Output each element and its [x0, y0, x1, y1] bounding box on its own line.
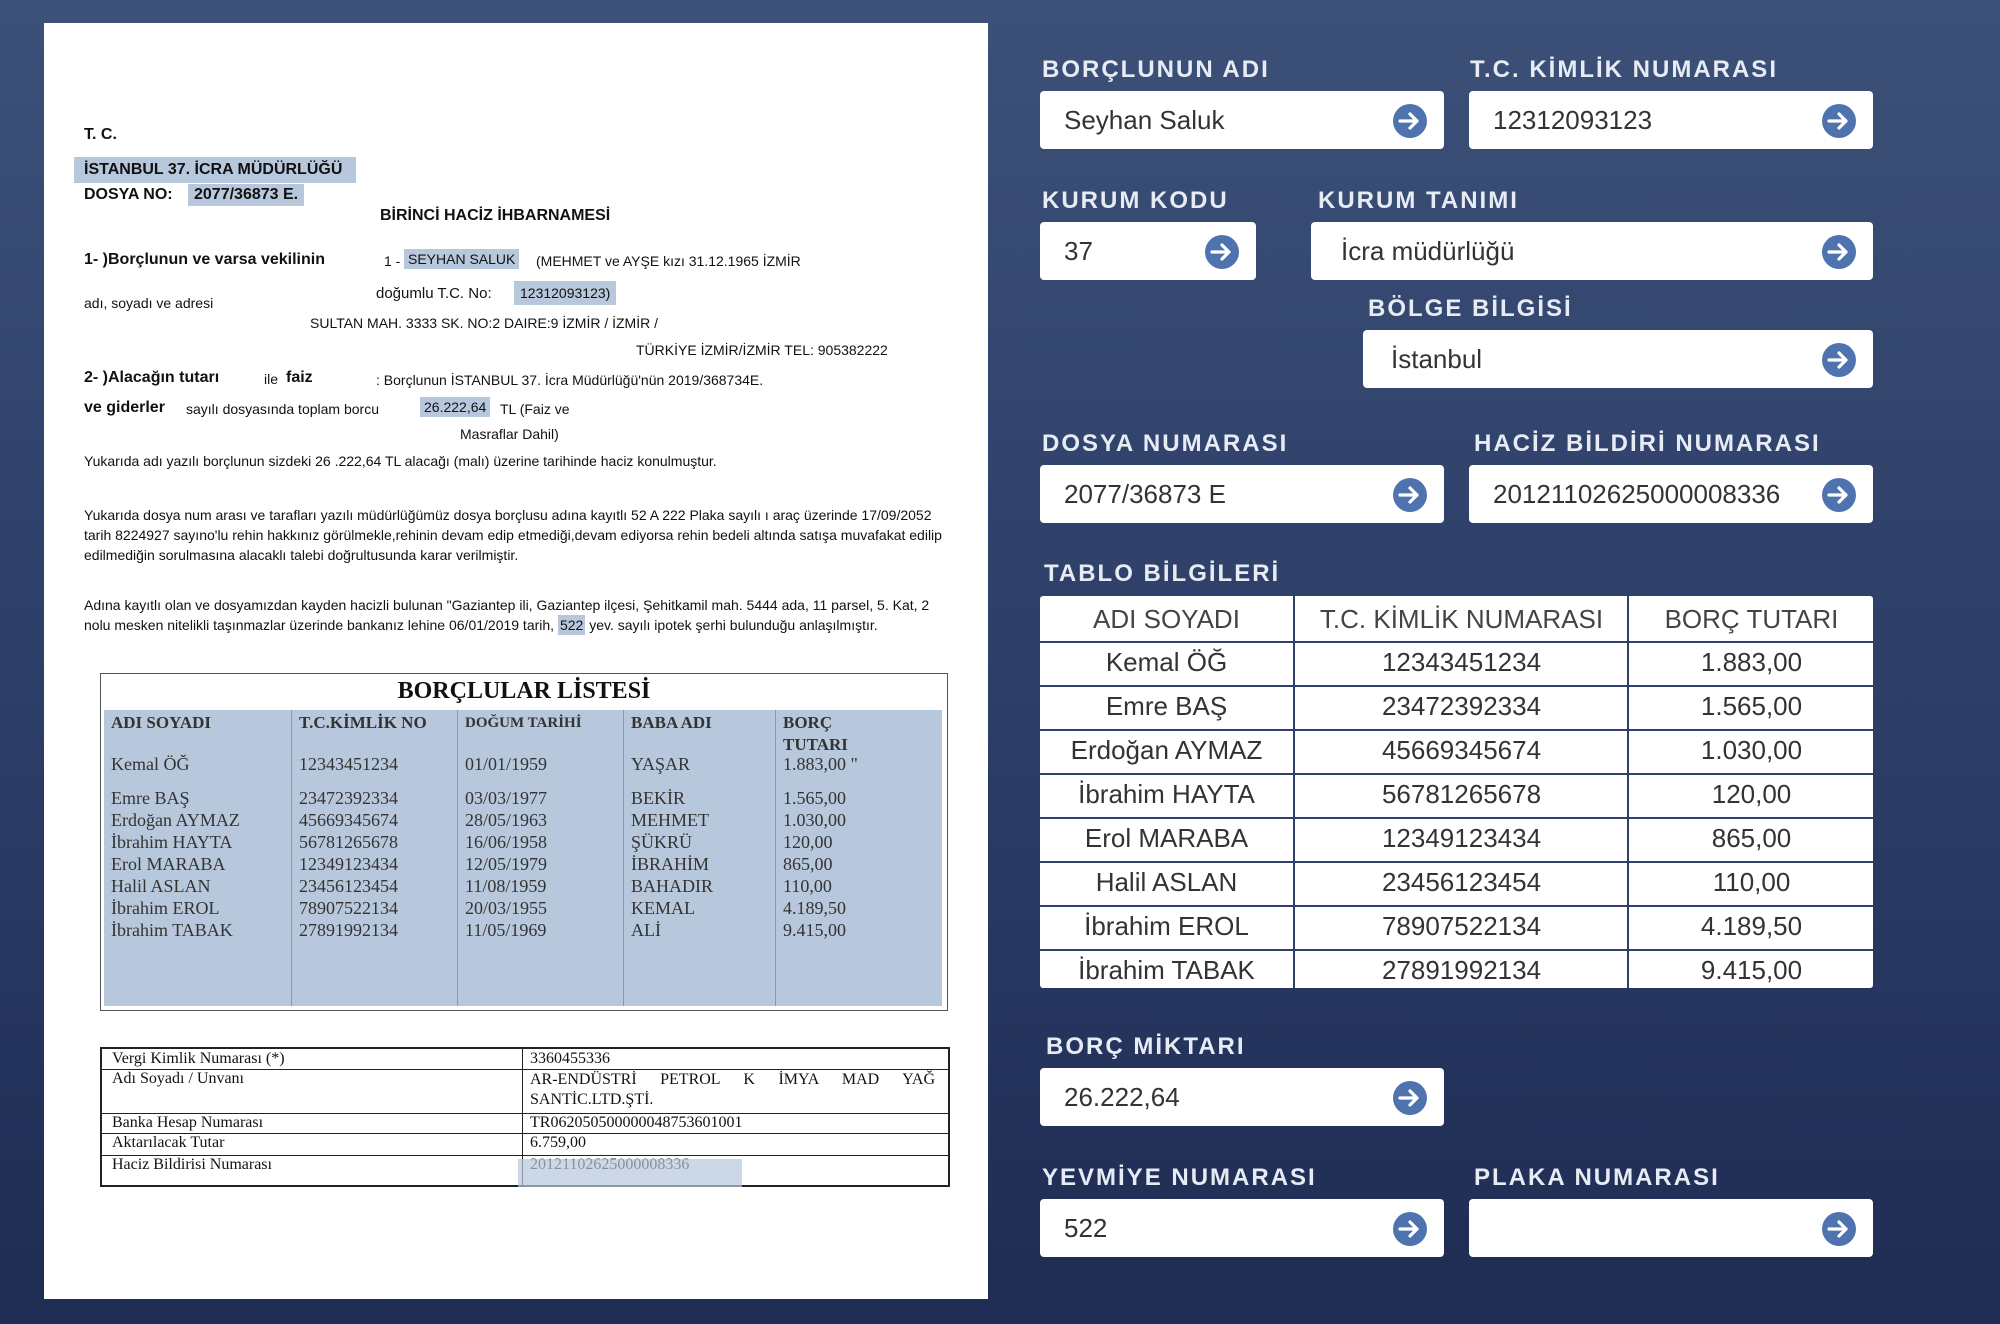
- tablo-cell-adi: İbrahim EROL: [1084, 911, 1249, 941]
- tablo-cell-adi: Erol MARABA: [1084, 823, 1249, 853]
- dosya-no-label: DOSYA NUMARASI: [1042, 430, 1289, 457]
- bank-row-value: 6.759,00: [530, 1134, 586, 1151]
- list-cell-tc: 23472392334: [299, 788, 398, 808]
- list-header-adi: ADI SOYADI: [111, 713, 211, 732]
- doc-s2-label-c: faiz: [286, 369, 313, 386]
- kurum-kodu-label: KURUM KODU: [1042, 187, 1229, 214]
- list-cell-tc: 78907522134: [299, 898, 398, 918]
- list-header-baba: BABA ADI: [631, 713, 712, 732]
- list-cell-adi: Erol MARABA: [111, 854, 226, 874]
- doc-p3a: Adına kayıtlı olan ve dosyamızdan kayden hacizli bulunan "Gaziantep ili, Gaziantep ilçesi, Şehitkamil mah. 5444 ada, 11 parsel, 5. Kat, 2 nolu mesken nitelikli taşınmazlar üzerinde bankanız lehine 06/01/2019 tarih,: [84, 597, 930, 633]
- list-cell-tc: 45669345674: [299, 810, 398, 830]
- haciz-no-value: 20121102625000008336: [1493, 479, 1781, 509]
- list-cell-dogum: 11/05/1969: [465, 920, 547, 940]
- list-cell-borc: 1.883,00 ": [783, 754, 858, 774]
- list-cell-dogum: 03/03/1977: [465, 788, 548, 808]
- kurum-kodu-value: 37: [1064, 236, 1093, 266]
- bank-row-value: AR-ENDÜSTRİ PETROL K İMYA MAD YAĞ SANTİC.LTD.ŞTİ.: [530, 1071, 935, 1108]
- list-cell-adi: Emre BAŞ: [111, 788, 190, 808]
- list-cell-baba: ALİ: [631, 920, 661, 940]
- borc-miktari-value: 26.222,64: [1064, 1082, 1180, 1112]
- doc-s2-amount: 26.222,64: [420, 397, 490, 417]
- doc-s2-label-a: 2- )Alacağın tutarı: [84, 369, 220, 386]
- list-cell-adi: İbrahim TABAK: [111, 920, 233, 940]
- doc-paragraph-2: Yukarıda dosya num arası ve tarafları yazılı müdürlüğümüz dosya borçlusu adına kayıtlı 52 A 222 Plaka sayılı ı araç üzerinde 17/09/2052 tarih 8224927 sayıno'lu rehin hakkınız görülmekle,rehinin devam edip etmediği,devam ediyorsa rehin bedeli altında satışa muvafakat edilip edilmediğin sorulmasına alacaklı talebi doğrultusunda karar verilmiştir.: [84, 507, 942, 563]
- arrow-right-circle-icon[interactable]: [1392, 1080, 1428, 1116]
- doc-s1-tel: TÜRKİYE İZMİR/İZMİR TEL: 905382222: [636, 342, 888, 358]
- list-cell-borc: 110,00: [783, 876, 832, 896]
- arrow-right-circle-icon[interactable]: [1821, 1211, 1857, 1247]
- tablo-cell-tc: 12349123434: [1381, 823, 1542, 853]
- haciz-no-label: HACİZ BİLDİRİ NUMARASI: [1474, 430, 1821, 457]
- tablo-cell-borc: 1.565,00: [1700, 691, 1803, 721]
- tablo-header-borc: BORÇ TUTARI: [1664, 604, 1839, 634]
- arrow-right-circle-icon[interactable]: [1392, 103, 1428, 139]
- list-cell-baba: MEHMET: [631, 810, 709, 830]
- doc-paragraph-1: Yukarıda adı yazılı borçlunun sizdeki 26 .222,64 TL alacağı (malı) üzerine tarihinde haciz konulmuştur.: [84, 453, 717, 469]
- bank-row-label: Adı Soyadı / Unvanı: [112, 1070, 244, 1087]
- arrow-right-circle-icon[interactable]: [1392, 477, 1428, 513]
- list-cell-borc: 865,00: [783, 854, 833, 874]
- tc-kimlik-field[interactable]: [1469, 91, 1873, 149]
- list-cell-baba: İBRAHİM: [631, 854, 710, 874]
- list-cell-tc: 12349123434: [299, 854, 398, 874]
- doc-s1-tc: 12312093123): [514, 281, 616, 305]
- tablo-cell-tc: 23456123454: [1381, 867, 1542, 897]
- yevmiye-value: 522: [1064, 1213, 1108, 1243]
- list-cell-adi: Erdoğan AYMAZ: [111, 810, 240, 830]
- bank-row: [102, 1069, 948, 1114]
- list-cell-dogum: 16/06/1958: [465, 832, 548, 852]
- bank-row-label: Vergi Kimlik Numarası (*): [112, 1050, 285, 1067]
- doc-s1-label2: adı, soyadı ve adresi: [84, 295, 214, 311]
- doc-s2-text2b: TL (Faiz ve: [500, 401, 570, 417]
- list-cell-borc: 120,00: [783, 832, 833, 852]
- list-cell-tc: 56781265678: [299, 832, 398, 852]
- bank-row-label: Haciz Bildirisi Numarası: [112, 1156, 272, 1173]
- bolge-label: BÖLGE BİLGİSİ: [1368, 295, 1573, 322]
- list-cell-tc: 27891992134: [299, 920, 398, 940]
- tc-kimlik-label: T.C. KİMLİK NUMARASI: [1470, 56, 1778, 83]
- dosya-no-value: 2077/36873 E: [1064, 479, 1226, 509]
- doc-dosya-label: DOSYA NO:: [84, 186, 173, 203]
- doc-dosya-no: 2077/36873 E.: [188, 184, 304, 206]
- doc-s1-name: SEYHAN SALUK: [404, 249, 519, 269]
- tablo-label: TABLO BİLGİLERİ: [1044, 560, 1281, 587]
- bank-row: [102, 1133, 948, 1156]
- list-cell-adi: İbrahim HAYTA: [111, 832, 233, 852]
- tablo-cell-tc: 78907522134: [1381, 911, 1542, 941]
- tablo-cell-borc: 110,00: [1712, 867, 1791, 897]
- tablo-cell-adi: İbrahim TABAK: [1078, 955, 1255, 985]
- tablo-cell-tc: 27891992134: [1381, 955, 1542, 985]
- bolge-field[interactable]: [1363, 330, 1873, 388]
- doc-p3b: yev. sayılı ipotek şerhi bulunduğu anlaşılmıştır.: [589, 617, 878, 633]
- tablo-cell-tc: 23472392334: [1381, 691, 1542, 721]
- list-cell-baba: ŞÜKRÜ: [631, 832, 693, 852]
- tablo-cell-tc: 12343451234: [1381, 647, 1542, 677]
- borclu-adi-field[interactable]: [1040, 91, 1444, 149]
- arrow-right-circle-icon[interactable]: [1821, 477, 1857, 513]
- list-cell-tc: 23456123454: [299, 876, 398, 896]
- list-cell-adi: Halil ASLAN: [111, 876, 211, 896]
- list-cell-baba: BEKİR: [631, 788, 685, 808]
- doc-s1-label: 1- )Borçlunun ve varsa vekilinin: [84, 251, 325, 268]
- kurum-tanimi-field[interactable]: [1311, 222, 1873, 280]
- yevmiye-label: YEVMİYE NUMARASI: [1042, 1164, 1317, 1191]
- tablo-cell-adi: Halil ASLAN: [1095, 867, 1238, 897]
- doc-s1-born: doğumlu T.C. No:: [376, 285, 492, 302]
- borclular-listesi-title: BORÇLULAR LİSTESİ: [397, 678, 651, 704]
- list-cell-dogum: 20/03/1955: [465, 898, 548, 918]
- kurum-tanimi-label: KURUM TANIMI: [1318, 187, 1519, 214]
- list-cell-dogum: 01/01/1959: [465, 754, 548, 774]
- list-cell-adi: İbrahim EROL: [111, 898, 220, 918]
- list-header-dogum: DOĞUM TARİHİ: [465, 715, 582, 731]
- arrow-right-circle-icon[interactable]: [1821, 342, 1857, 378]
- list-cell-dogum: 11/08/1959: [465, 876, 547, 896]
- plaka-field[interactable]: [1469, 1199, 1873, 1257]
- bank-row: [102, 1049, 948, 1070]
- bank-row-value: 3360455336: [530, 1050, 610, 1067]
- kurum-kodu-field[interactable]: [1040, 222, 1256, 280]
- doc-s2-label-b: ile: [264, 371, 279, 387]
- doc-s2-text1: : Borçlunun İSTANBUL 37. İcra Müdürlüğü'nün 2019/368734E.: [376, 372, 764, 388]
- tablo-cell-tc: 45669345674: [1381, 735, 1542, 765]
- tablo-cell-borc: 1.883,00: [1700, 647, 1803, 677]
- arrow-right-circle-icon[interactable]: [1821, 234, 1857, 270]
- tablo-cell-adi: İbrahim HAYTA: [1078, 779, 1255, 809]
- dosya-no-field[interactable]: [1040, 465, 1444, 523]
- plaka-label: PLAKA NUMARASI: [1474, 1164, 1720, 1191]
- tablo-cell-adi: Kemal ÖĞ: [1105, 647, 1228, 677]
- doc-office: İSTANBUL 37. İCRA MÜDÜRLÜĞÜ: [74, 157, 356, 183]
- list-cell-borc: 1.030,00: [783, 810, 846, 830]
- arrow-right-circle-icon[interactable]: [1392, 1211, 1428, 1247]
- borc-miktari-label: BORÇ MİKTARI: [1046, 1033, 1246, 1060]
- doc-s2-text3: Masraflar Dahil): [460, 426, 559, 442]
- borclular-listesi-table: [100, 673, 948, 1011]
- haciz-no-highlight: [518, 1159, 742, 1187]
- list-cell-borc: 4.189,50: [783, 898, 846, 918]
- doc-s1-rest: (MEHMET ve AYŞE kızı 31.12.1965 İZMİR: [536, 253, 801, 269]
- tablo-header-adi: ADI SOYADI: [1093, 604, 1240, 634]
- tablo-cell-adi: Emre BAŞ: [1105, 691, 1228, 721]
- list-cell-baba: BAHADIR: [631, 876, 714, 896]
- arrow-right-circle-icon[interactable]: [1204, 234, 1240, 270]
- arrow-right-circle-icon[interactable]: [1821, 103, 1857, 139]
- list-cell-tc: 12343451234: [299, 754, 398, 774]
- borclu-adi-label: BORÇLUNUN ADI: [1042, 56, 1270, 83]
- list-cell-borc: 1.565,00: [783, 788, 846, 808]
- list-header-borc: BORÇ TUTARI: [783, 713, 848, 754]
- tablo-cell-borc: 1.030,00: [1700, 735, 1803, 765]
- doc-tc: T. C.: [84, 126, 117, 143]
- tablo-bilgileri-table: [1040, 596, 1873, 988]
- list-cell-dogum: 28/05/1963: [465, 810, 548, 830]
- bank-row-label: Banka Hesap Numarası: [112, 1114, 264, 1131]
- doc-p3-num: 522: [559, 617, 584, 633]
- list-cell-borc: 9.415,00: [783, 920, 846, 940]
- tablo-cell-borc: 865,00: [1711, 823, 1792, 853]
- tablo-cell-adi: Erdoğan AYMAZ: [1070, 735, 1263, 765]
- doc-title: BİRİNCİ HACİZ İHBARNAMESİ: [380, 207, 611, 224]
- doc-s2-text2a: sayılı dosyasında toplam borcu: [186, 401, 379, 417]
- yevmiye-field[interactable]: [1040, 1199, 1444, 1257]
- doc-s1-prefix: 1 -: [384, 253, 401, 269]
- bank-row-value: TR062050500000048753601001: [530, 1114, 743, 1131]
- doc-s2-label-d: ve giderler: [84, 399, 165, 416]
- list-cell-adi: Kemal ÖĞ: [111, 754, 190, 774]
- bank-row: [102, 1113, 948, 1134]
- borclu-adi-value: Seyhan Saluk: [1064, 105, 1225, 135]
- list-cell-dogum: 12/05/1979: [465, 854, 548, 874]
- tablo-header-tc: T.C. KİMLİK NUMARASI: [1319, 604, 1604, 634]
- doc-s1-addr: SULTAN MAH. 3333 SK. NO:2 DAIRE:9 İZMİR / İZMİR /: [310, 315, 658, 331]
- list-header-tc: T.C.KİMLİK NO: [299, 713, 427, 732]
- kurum-tanimi-value: İcra müdürlüğü: [1341, 236, 1515, 266]
- tablo-cell-tc: 56781265678: [1381, 779, 1542, 809]
- document-preview: [44, 23, 988, 1299]
- borc-miktari-field[interactable]: [1040, 1068, 1444, 1126]
- list-cell-baba: KEMAL: [631, 898, 695, 918]
- haciz-no-field[interactable]: [1469, 465, 1873, 523]
- tc-kimlik-value: 12312093123: [1493, 105, 1653, 135]
- bolge-value: İstanbul: [1391, 344, 1483, 374]
- doc-paragraph-3: [84, 595, 954, 635]
- bank-row-label: Aktarılacak Tutar: [112, 1134, 225, 1151]
- tablo-cell-borc: 120,00: [1711, 779, 1792, 809]
- list-cell-baba: YAŞAR: [631, 754, 691, 774]
- tablo-cell-borc: 9.415,00: [1700, 955, 1803, 985]
- tablo-cell-borc: 4.189,50: [1700, 911, 1803, 941]
